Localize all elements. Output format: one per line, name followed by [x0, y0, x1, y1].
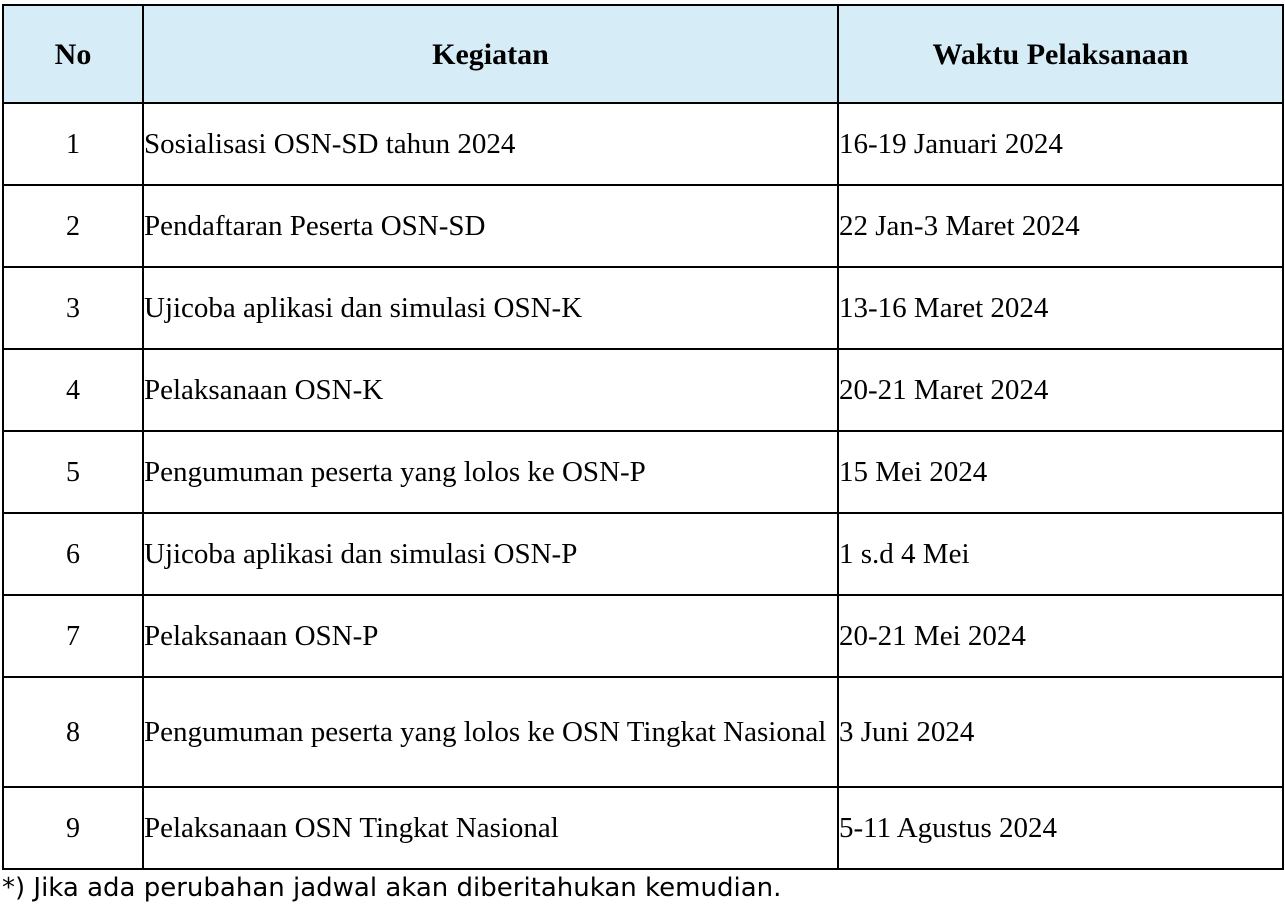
cell-kegiatan: Sosialisasi OSN-SD tahun 2024 [143, 103, 838, 185]
table-body [3, 103, 1283, 869]
table-row [3, 349, 1283, 431]
cell-no: 7 [3, 595, 143, 677]
cell-kegiatan: Ujicoba aplikasi dan simulasi OSN-P [143, 513, 838, 595]
column-header-waktu: Waktu Pelaksanaan [838, 5, 1283, 103]
cell-no: 6 [3, 513, 143, 595]
cell-no: 3 [3, 267, 143, 349]
cell-waktu: 15 Mei 2024 [838, 431, 1283, 513]
cell-kegiatan: Ujicoba aplikasi dan simulasi OSN-K [143, 267, 838, 349]
cell-kegiatan: Pelaksanaan OSN-K [143, 349, 838, 431]
table-row [3, 787, 1283, 869]
column-header-kegiatan: Kegiatan [143, 5, 838, 103]
cell-waktu: 16-19 Januari 2024 [838, 103, 1283, 185]
cell-no: 2 [3, 185, 143, 267]
schedule-table [2, 4, 1284, 870]
cell-kegiatan: Pelaksanaan OSN-P [143, 595, 838, 677]
cell-no: 8 [3, 677, 143, 787]
cell-no: 9 [3, 787, 143, 869]
cell-kegiatan: Pelaksanaan OSN Tingkat Nasional [143, 787, 838, 869]
table-header-row [3, 5, 1283, 103]
table-header [3, 5, 1283, 103]
cell-no: 4 [3, 349, 143, 431]
table-row [3, 103, 1283, 185]
cell-kegiatan: Pengumuman peserta yang lolos ke OSN-P [143, 431, 838, 513]
cell-waktu: 3 Juni 2024 [838, 677, 1283, 787]
table-row [3, 677, 1283, 787]
cell-no: 1 [3, 103, 143, 185]
table-row [3, 513, 1283, 595]
table-row [3, 185, 1283, 267]
cell-waktu: 22 Jan-3 Maret 2024 [838, 185, 1283, 267]
column-header-no: No [3, 5, 143, 103]
cell-kegiatan: Pendaftaran Peserta OSN-SD [143, 185, 838, 267]
cell-waktu: 20-21 Mei 2024 [838, 595, 1283, 677]
footnote-text: *) Jika ada perubahan jadwal akan diberitahukan kemudian. [2, 873, 782, 903]
document-page [0, 4, 1285, 903]
table-row [3, 595, 1283, 677]
cell-waktu: 1 s.d 4 Mei [838, 513, 1283, 595]
cell-no: 5 [3, 431, 143, 513]
cell-kegiatan: Pengumuman peserta yang lolos ke OSN Tingkat Nasional [143, 677, 838, 787]
table-row [3, 431, 1283, 513]
cell-waktu: 13-16 Maret 2024 [838, 267, 1283, 349]
cell-waktu: 5-11 Agustus 2024 [838, 787, 1283, 869]
table-row [3, 267, 1283, 349]
cell-waktu: 20-21 Maret 2024 [838, 349, 1283, 431]
